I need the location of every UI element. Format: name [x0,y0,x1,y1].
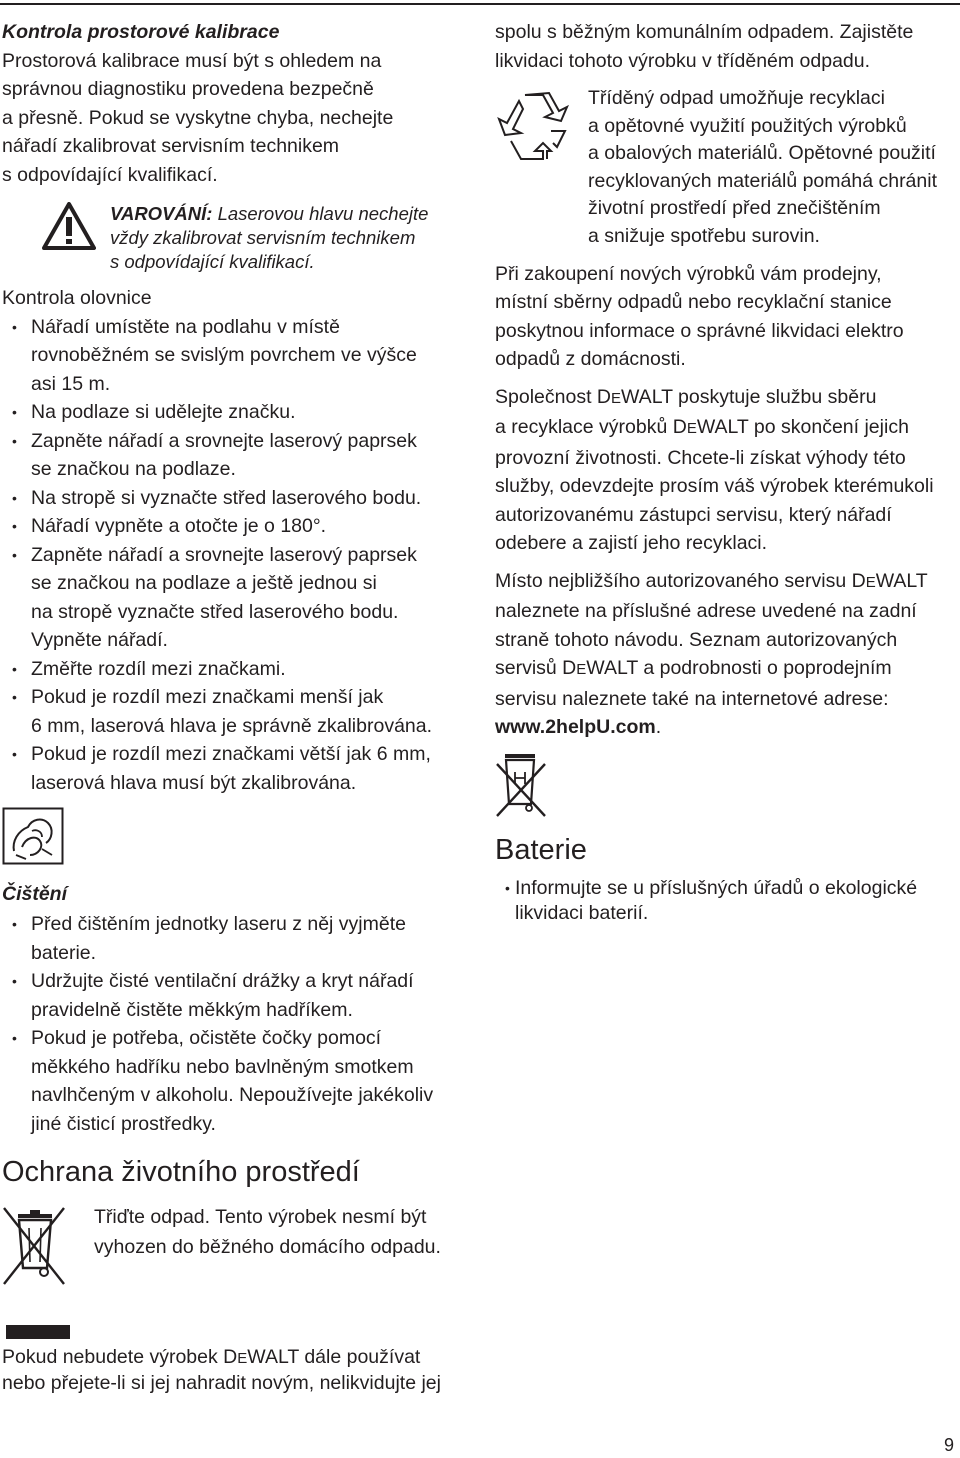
weee-row [2,1202,470,1339]
plumb-heading: Kontrola olovnice [2,287,152,309]
cleaning-heading: Čištění [2,882,68,905]
website-link[interactable]: www.2helpU.com [495,716,656,739]
cleaning-cloth-icon [2,807,470,874]
list-item: • Pokud je potřeba, očistěte čočky pomocí měkkého hadříku nebo bavlněným smotkem navlhčeným v alkoholu. Nepoužívejte jakékoliv jiné čisticí prostředky. [2,1024,470,1138]
left-column [2,18,470,1395]
list-item: • Zapněte nářadí a srovnejte laserový paprsek se značkou na podlaze a ještě jednou si na stropě vyznačte střed laserového bodu. Vypněte nářadí. [2,541,470,655]
list-item: • Nářadí vypněte a otočte je o 180°. [2,512,470,541]
crossed-bin-icon [2,1202,94,1339]
right-column [495,18,955,926]
intro-text: spolu s běžným komunálním odpadem. Zajistěte likvidaci tohoto výrobku v tříděném odpadu. [495,21,914,72]
cleaning-list [2,910,470,1138]
list-item: • Před čištěním jednotky laseru z něj vyjměte baterie. [2,910,470,967]
warning-label: VAROVÁNÍ: [110,203,213,224]
list-item: • Informujte se u příslušných úřadů o ekologické likvidaci baterií. [495,876,955,926]
environment-heading: Ochrana životního prostředí [2,1156,360,1188]
warning-block: VAROVÁNÍ: Laserovou hlavu nechejte vždy zkalibrovat servisním technikem s odpovídající kvalifikací. [2,202,470,274]
black-bar [6,1325,70,1339]
battery-heading: Baterie [495,834,587,867]
page-number: 9 [943,1435,954,1455]
list-item: • Udržujte čisté ventilační drážky a kryt nářadí pravidelně čistěte měkkým hadříkem. [2,967,470,1024]
list-item: • Na stropě si vyznačte střed laserového bodu. [2,484,470,513]
warning-triangle-icon [42,202,96,256]
paragraph-collection: Při zakoupení nových výrobků vám prodejny, místní sběrny odpadů nebo recyklační stanice poskytnou informace o správné likvidaci elektro odpadů z domácnosti. [495,262,904,371]
recycle-block [495,85,955,251]
list-item: • Pokud je rozdíl mezi značkami větší jak 6 mm, laserová hlava musí být zkalibrována. [2,740,470,797]
disposal-text: Pokud nebudete výrobek DEWALT dále používat nebo přejete-li si jej nahradit novým, nelikvidujte jej [2,1345,441,1394]
battery-bin-icon [495,750,955,829]
recycle-text: Tříděný odpad umožňuje recyklaci a opětovné využití použitých výrobků a obalových materiálů. Opětovné použití recyklovaných materiálů pomáhá chránit životní prostředí před znečištěním a snižuje spotřebu surovin. [588,87,938,247]
list-item: • Na podlaze si udělejte značku. [2,398,470,427]
list-item: • Nářadí umístěte na podlahu v místě rovnoběžném se svislým povrchem ve výšce asi 15 m. [2,313,470,399]
list-item: • Zapněte nářadí a srovnejte laserový paprsek se značkou na podlaze. [2,427,470,484]
calibration-heading: Kontrola prostorové kalibrace [2,21,280,43]
battery-list [495,876,955,926]
list-item: • Změřte rozdíl mezi značkami. [2,655,470,684]
top-rule [0,3,960,5]
calibration-text: Prostorová kalibrace musí být s ohledem na správnou diagnostiku provedena bezpečně a přesně. Pokud se vyskytne chyba, nechejte nářadí zkalibrovat servisním technikem s odpovídající kvalifikací. [2,49,394,186]
recycle-icon [495,85,585,251]
paragraph-nearest-service: Místo nejbližšího autorizovaného servisu DEWALT naleznete na příslušné adrese uvedené na zadní straně tohoto návodu. Seznam autorizovaných servisů DEWALT a podrobnosti o poprodejním servisu naleznete také na internetové adrese: www.2helpU.com. [495,569,928,739]
list-item: • Pokud je rozdíl mezi značkami menší jak 6 mm, laserová hlava je správně zkalibrována. [2,683,470,740]
plumb-list [2,313,470,798]
environment-text: Třiďte odpad. Tento výrobek nesmí být vyhozen do běžného domácího odpadu. [94,1206,441,1258]
paragraph-service: Společnost DEWALT poskytuje službu sběru a recyklace výrobků DEWALT po skončení jejich provozní životnosti. Chcete-li získat výhody této služby, odevzdejte prosím váš výrobek kterémukoli autorizovanému zástupci servisu, který nářadí odebere a zajistí jeho recyklaci. [495,385,934,555]
